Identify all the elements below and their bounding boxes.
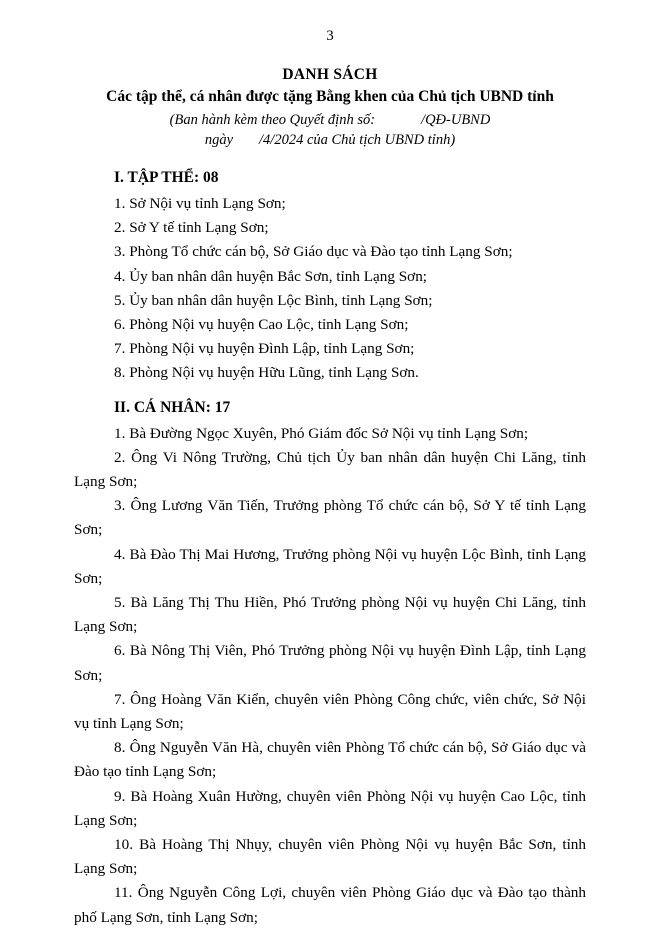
document-reference-line-1 bbox=[74, 110, 586, 130]
list-item: 7. Ông Hoàng Văn Kiển, chuyên viên Phòng Công chức, viên chức, Sở Nội vụ tỉnh Lạng Sơn; bbox=[74, 690, 586, 733]
list-item: 3. Ông Lương Văn Tiến, Trưởng phòng Tổ chức cán bộ, Sở Y tế tỉnh Lạng Sơn; bbox=[74, 497, 586, 539]
reference-suffix: /QĐ-UBND bbox=[421, 112, 491, 128]
document-title: DANH SÁCH bbox=[282, 66, 378, 83]
list-item: 4. Ủy ban nhân dân huyện Bắc Sơn, tỉnh Lạng Sơn; bbox=[114, 267, 428, 285]
list-item: 9. Bà Hoàng Xuân Hường, chuyên viên Phòng Nội vụ huyện Cao Lộc, tỉnh Lạng Sơn; bbox=[74, 787, 586, 829]
list-item: 7. Phòng Nội vụ huyện Đình Lập, tỉnh Lạng Sơn; bbox=[114, 340, 415, 358]
list-item: 2. Sở Y tế tỉnh Lạng Sơn; bbox=[114, 219, 269, 237]
list-item: 2. Ông Vi Nông Trường, Chủ tịch Ủy ban nhân dân huyện Chi Lăng, tỉnh Lạng Sơn; bbox=[74, 448, 586, 491]
document-header bbox=[74, 64, 586, 150]
list-item: 4. Bà Đào Thị Mai Hương, Trưởng phòng Nội vụ huyện Lộc Bình, tỉnh Lạng Sơn; bbox=[74, 545, 586, 587]
section-collective bbox=[74, 166, 586, 386]
document-reference-line-2 bbox=[74, 130, 586, 150]
list-item: 11. Ông Nguyễn Công Lợi, chuyên viên Phòng Giáo dục và Đào tạo thành phố Lạng Sơn, tỉnh Lạng Sơn; bbox=[74, 884, 586, 926]
list-item: 8. Phòng Nội vụ huyện Hữu Lũng, tỉnh Lạng Sơn. bbox=[114, 364, 419, 382]
list-item: 6. Bà Nông Thị Viên, Phó Trưởng phòng Nội vụ huyện Đình Lập, tỉnh Lạng Sơn; bbox=[74, 642, 586, 684]
list-item: 8. Ông Nguyễn Văn Hà, chuyên viên Phòng Tổ chức cán bộ, Sở Giáo dục và Đào tạo tỉnh Lạng Sơn; bbox=[74, 739, 586, 781]
list-item: 1. Bà Đường Ngọc Xuyên, Phó Giám đốc Sở Nội vụ tỉnh Lạng Sơn; bbox=[114, 424, 529, 442]
list-item: 6. Phòng Nội vụ huyện Cao Lộc, tỉnh Lạng Sơn; bbox=[114, 316, 409, 334]
reference-date-suffix: /4/2024 của Chủ tịch UBND tỉnh) bbox=[259, 132, 456, 148]
list-item: 5. Ủy ban nhân dân huyện Lộc Bình, tỉnh Lạng Sơn; bbox=[114, 291, 433, 309]
section-heading-collective: I. TẬP THỂ: 08 bbox=[114, 169, 219, 186]
list-item: 5. Bà Lăng Thị Thu Hiền, Phó Trưởng phòng Nội vụ huyện Chi Lăng, tỉnh Lạng Sơn; bbox=[74, 594, 586, 636]
section-individual bbox=[74, 396, 586, 930]
individual-list bbox=[74, 422, 586, 930]
document-subtitle: Các tập thể, cá nhân được tặng Bằng khen của Chủ tịch UBND tỉnh bbox=[106, 88, 554, 105]
page-number: 3 bbox=[326, 28, 334, 44]
reference-date-prefix: ngày bbox=[204, 132, 234, 148]
list-item: 1. Sở Nội vụ tỉnh Lạng Sơn; bbox=[114, 195, 286, 212]
reference-prefix: (Ban hành kèm theo Quyết định số: bbox=[169, 112, 376, 128]
section-heading-individual: II. CÁ NHÂN: 17 bbox=[114, 398, 231, 416]
list-item: 10. Bà Hoàng Thị Nhụy, chuyên viên Phòng Nội vụ huyện Bắc Sơn, tỉnh Lạng Sơn; bbox=[74, 836, 586, 878]
collective-list bbox=[74, 192, 586, 386]
list-item: 3. Phòng Tổ chức cán bộ, Sở Giáo dục và Đào tạo tỉnh Lạng Sơn; bbox=[114, 243, 513, 261]
